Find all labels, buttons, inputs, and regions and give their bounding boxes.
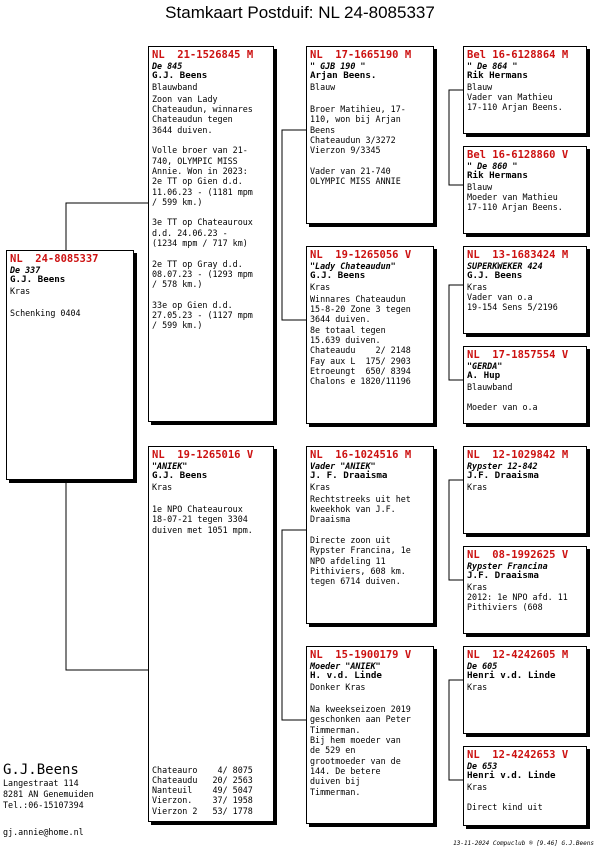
bird-name: Vader "ANIEK" xyxy=(310,461,376,471)
owner-name: G.J. Beens xyxy=(10,274,66,286)
owner-name: J.F. Draaisma xyxy=(467,470,539,482)
bird-color: Kras xyxy=(467,581,488,592)
breeder-street: Langestraat 114 xyxy=(3,778,79,788)
pedigree-card-dss[interactable] xyxy=(463,446,587,534)
pedigree-card-dam[interactable] xyxy=(148,446,274,822)
bird-notes: Vader van Mathieu 17-110 Arjan Beens. xyxy=(467,91,563,113)
bird-notes: Schenking 0404 xyxy=(10,308,81,319)
bird-notes: Zoon van Lady Chateaudun, winnares Chateaudun tegen 3644 duiven. Volle broer van 21- 740, OLYMPIC MISS Annie. Won in 2023: 2e TT op Gien d.d. 11.06.23 - (1181 mpm / 599 km.) 3e TT op Chateauroux d.d. 24.06.23 - (1234 mpm / 717 km) 2e TT op Gray d.d. 08.07.23 - (1293 mpm / 578 km.) 33e op Gien d.d. 27.05.23 - (1127 mpm / 599 km.) xyxy=(152,93,253,331)
ring-number: NL 12-4242605 M xyxy=(467,649,569,661)
pedigree-card-dds[interactable] xyxy=(463,646,587,734)
owner-name: Henri v.d. Linde xyxy=(467,770,556,782)
owner-name: Arjan Beens. xyxy=(310,70,377,82)
breeder-email[interactable]: gj.annie@home.nl xyxy=(3,827,84,837)
bird-name: SUPERKWEKER 424 xyxy=(467,261,543,271)
ring-number: Bel 16-6128864 M xyxy=(467,49,569,61)
ring-number: NL 19-1265016 V xyxy=(152,449,254,461)
bird-color: Kras xyxy=(467,681,488,692)
bird-notes: 2012: 1e NPO afd. 11 Pithiviers (608 xyxy=(467,591,568,613)
bird-color: Kras xyxy=(467,281,488,292)
bird-color: Kras xyxy=(467,481,488,492)
owner-name: J.F. Draaisma xyxy=(467,570,539,582)
ring-number: NL 24-8085337 xyxy=(10,253,99,265)
owner-name: Rik Hermans xyxy=(467,170,528,182)
bird-notes: Vader van o.a 19-154 Sens 5/2196 xyxy=(467,291,558,313)
ring-number: NL 17-1665190 M xyxy=(310,49,412,61)
bird-name: " GJB 190 " xyxy=(310,61,366,71)
pedigree-card-sss[interactable] xyxy=(463,46,587,134)
pedigree-card-sire[interactable] xyxy=(148,46,274,422)
bird-color: Kras xyxy=(10,285,31,296)
bird-color: Blauw xyxy=(467,81,493,92)
pedigree-card-dam-sire[interactable] xyxy=(306,446,434,624)
ring-number: NL 12-1029842 M xyxy=(467,449,569,461)
bird-name: De 337 xyxy=(10,265,41,275)
pedigree-card-dsd[interactable] xyxy=(463,546,587,634)
owner-name: G.J. Beens xyxy=(310,270,366,282)
bird-color: Blauwband xyxy=(467,381,513,392)
bird-name: " De 860 " xyxy=(467,161,518,171)
bird-name: De 845 xyxy=(152,61,183,71)
footer-stamp: 13-11-2024 Compuclub ® [9.46] G.J.Beens xyxy=(453,840,594,847)
bird-name: "GERDA" xyxy=(467,361,503,371)
page-title: Stamkaart Postduif: NL 24-8085337 xyxy=(165,3,435,22)
bird-name: Moeder "ANIEK" xyxy=(310,661,381,671)
owner-name: G.J. Beens xyxy=(467,270,523,282)
ring-number: NL 12-4242653 V xyxy=(467,749,569,761)
bird-color: Blauwband xyxy=(152,81,198,92)
bird-name: "Lady Chateaudun" xyxy=(310,261,396,271)
bird-color: Kras xyxy=(310,481,331,492)
ring-number: NL 16-1024516 M xyxy=(310,449,412,461)
owner-name: Rik Hermans xyxy=(467,70,528,82)
pedigree-card-sds[interactable] xyxy=(463,246,587,334)
owner-name: H. v.d. Linde xyxy=(310,670,382,682)
ring-number: NL 08-1992625 V xyxy=(467,549,569,561)
pedigree-card-sire-dam[interactable] xyxy=(306,246,434,424)
bird-notes: Rechtstreeks uit het kweekhok van J.F. Draaisma Directe zoon uit Rypster Francina, 1e NPO afdeling 11 Pithiviers, 608 km. tegen 6714 duiven. xyxy=(310,493,411,587)
bird-color: Kras xyxy=(467,781,488,792)
pedigree-card-sire-sire[interactable] xyxy=(306,46,434,224)
pedigree-card-subject[interactable] xyxy=(6,250,134,480)
ring-number: Bel 16-6128860 V xyxy=(467,149,569,161)
bird-notes: Moeder van o.a xyxy=(467,402,538,413)
bird-color: Kras xyxy=(152,481,173,492)
bird-name: De 653 xyxy=(467,761,498,771)
pedigree-card-dam-dam[interactable] xyxy=(306,646,434,824)
bird-name: "ANIEK" xyxy=(152,461,188,471)
bird-notes: Broer Matihieu, 17- 110, won bij Arjan Beens Chateaudun 3/3272 Vierzon 9/3345 Vader van 21-740 OLYMPIC MISS ANNIE xyxy=(310,104,406,187)
pedigree-card-ddd[interactable] xyxy=(463,746,587,826)
bird-color: Blauw xyxy=(310,81,336,92)
breeder-city: 8281 AN Genemuiden xyxy=(3,789,94,799)
bird-name: Rypster Francina xyxy=(467,561,548,571)
ring-number: NL 19-1265056 V xyxy=(310,249,412,261)
breeder-phone: Tel.:06-15107394 xyxy=(3,800,84,810)
bird-name: De 605 xyxy=(467,661,498,671)
ring-number: NL 17-1857554 V xyxy=(467,349,569,361)
breeder-name: G.J.Beens xyxy=(3,762,79,778)
owner-name: Henri v.d. Linde xyxy=(467,670,556,682)
bird-notes: Na kweekseizoen 2019 geschonken aan Peter Timmerman. Bij hem moeder van de 529 en grootmoeder van de 144. De betere duiven bij Timmerman. xyxy=(310,704,411,797)
pedigree-card-sdd[interactable] xyxy=(463,346,587,424)
bird-color: Blauw xyxy=(467,181,493,192)
breeder-info xyxy=(3,762,94,811)
owner-name: G.J. Beens xyxy=(152,70,208,82)
ring-number: NL 13-1683424 M xyxy=(467,249,569,261)
bird-notes: Moeder van Mathieu 17-110 Arjan Beens. xyxy=(467,191,563,213)
ring-number: NL 21-1526845 M xyxy=(152,49,254,61)
ring-number: NL 15-1900179 V xyxy=(310,649,412,661)
bird-notes: Direct kind uit xyxy=(467,802,543,813)
race-results: Chateauro 4/ 8075 Chateaudu 20/ 2563 Nanteuil 49/ 5047 Vierzon. 37/ 1958 Vierzon 2 53/ 1778 xyxy=(152,764,253,816)
bird-notes: Winnares Chateaudun 15-8-20 Zone 3 tegen 3644 duiven. 8e totaal tegen 15.639 duiven. Chateaudu 2/ 2148 Fay aux L 175/ 2903 Etroeungt 650/ 8394 Chalons e 1820/11196 xyxy=(310,293,411,387)
bird-name: Rypster 12-842 xyxy=(467,461,538,471)
bird-color: Kras xyxy=(310,281,331,292)
owner-name: J. F. Draaisma xyxy=(310,470,388,482)
bird-color: Donker Kras xyxy=(310,681,366,692)
bird-name: " De 864 " xyxy=(467,61,518,71)
owner-name: A. Hup xyxy=(467,370,501,382)
owner-name: G.J. Beens xyxy=(152,470,208,482)
bird-notes: 1e NPO Chateauroux 18-07-21 tegen 3304 duiven met 1051 mpm. xyxy=(152,504,253,535)
pedigree-card-ssd[interactable] xyxy=(463,146,587,234)
